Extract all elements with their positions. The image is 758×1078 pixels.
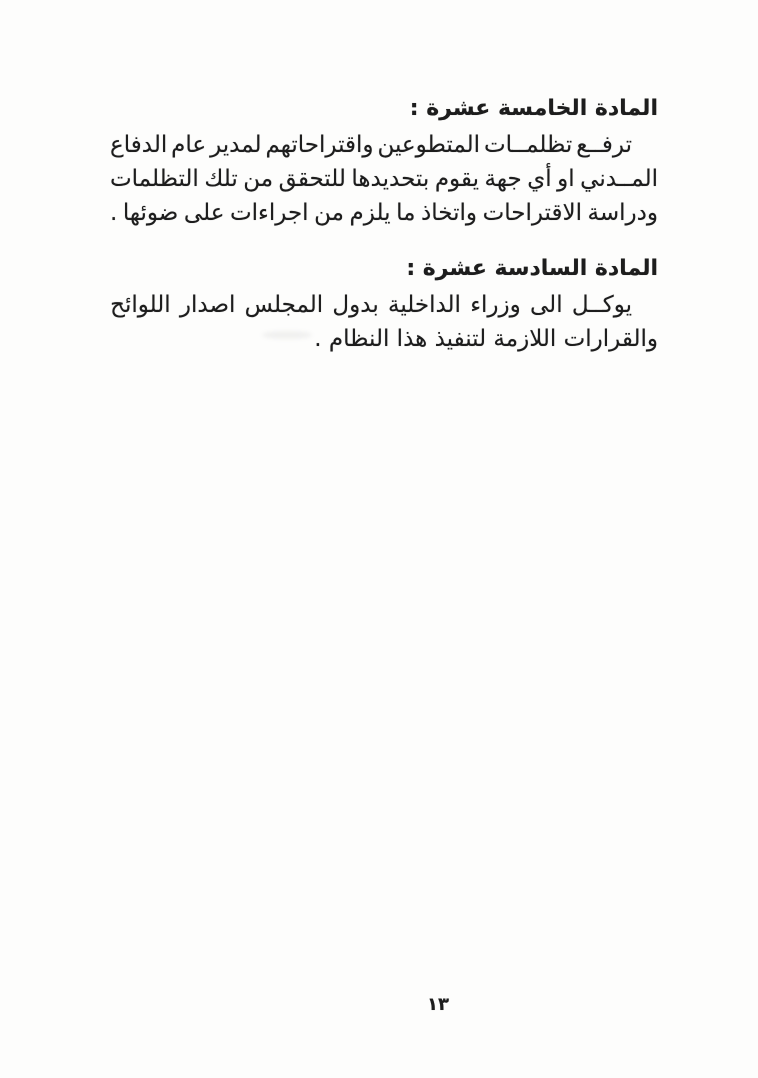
article-15-line-3: ودراسة الاقتراحات واتخاذ ما يلزم من اجراءات على ضوئها . — [110, 200, 658, 226]
article-16-line-2: والقرارات اللازمة لتنفيذ هذا النظام . — [314, 326, 658, 352]
article-15-line-2: المــدني او أي جهة يقوم بتحديدها للتحقق من تلك التظلمات — [110, 166, 658, 192]
scan-smudge-artifact — [262, 331, 312, 339]
article-16-heading: المادة السادسة عشرة : — [406, 256, 658, 281]
article-15-paragraph — [110, 128, 658, 230]
article-16-section — [110, 252, 658, 356]
article-15-heading: المادة الخامسة عشرة : — [409, 96, 658, 121]
article-15-section — [110, 92, 658, 230]
article-16-paragraph — [110, 288, 658, 356]
article-16-line-1: يوكــل الى وزراء الداخلية بدول المجلس اصدار اللوائح — [110, 292, 632, 318]
article-15-line-1: ترفــع تظلمــات المتطوعين واقتراحاتهم لمدير عام الدفاع — [110, 132, 632, 158]
page-number: ١٣ — [427, 994, 449, 1015]
